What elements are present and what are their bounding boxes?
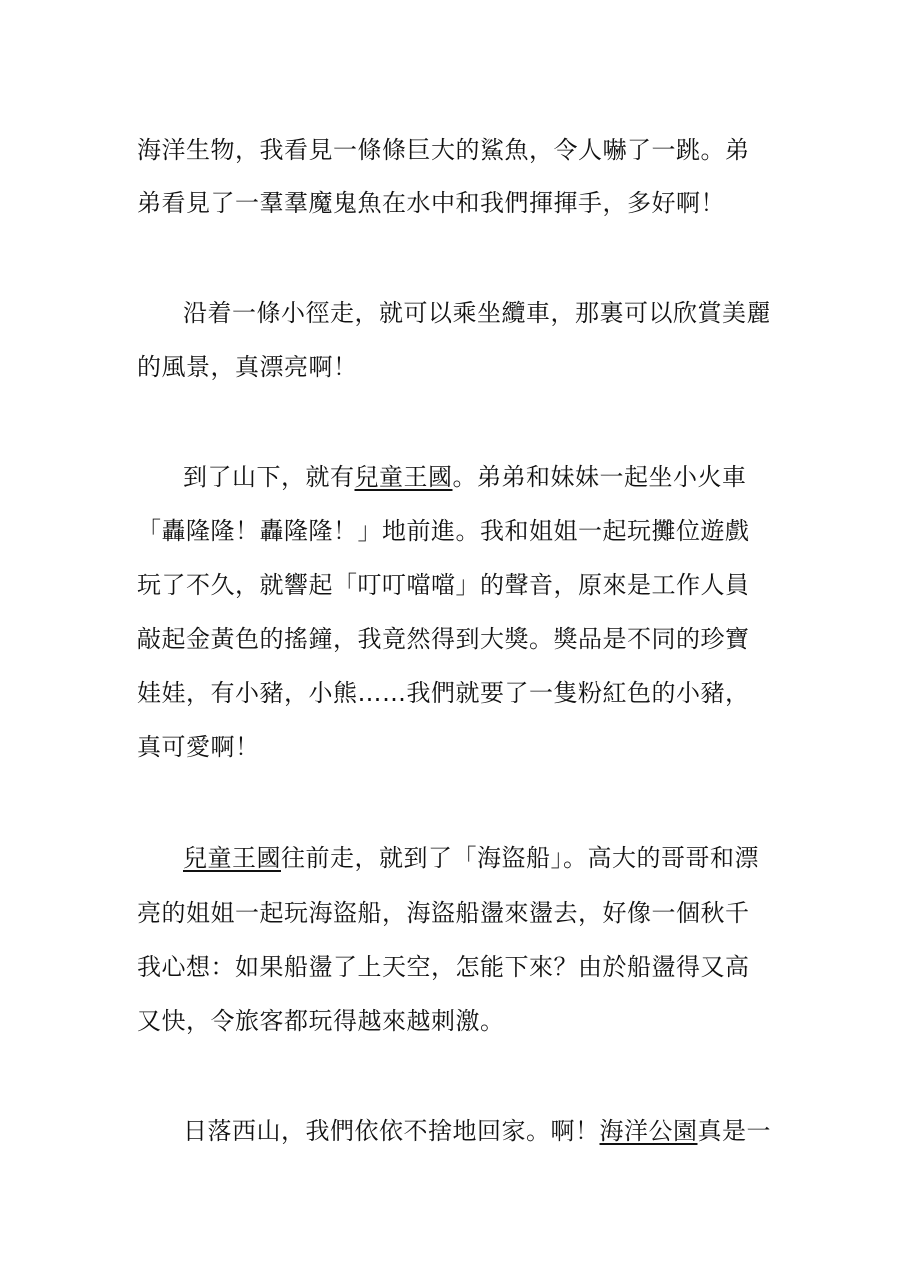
underlined-place-name: 兒童王國 — [183, 844, 281, 872]
text-run: 弟看見了一羣羣魔鬼魚在水中和我們揮揮手，多好啊！ — [137, 189, 725, 217]
text-line — [137, 569, 777, 601]
text-run: 娃娃，有小豬，小熊……我們就要了一隻粉紅色的小豬， — [137, 679, 750, 707]
text-run: 又快，令旅客都玩得越來越刺激。 — [137, 1007, 505, 1035]
text-line — [137, 897, 777, 929]
text-run: 。弟弟和妹妹一起坐小火車 — [452, 463, 747, 491]
text-run: 海洋生物，我看見一條條巨大的鯊魚，令人嚇了一跳。弟 — [137, 136, 750, 164]
text-run: 「轟隆隆！轟隆隆！」地前進。我和姐姐一起玩攤位遊戲 — [137, 517, 750, 545]
text-line — [137, 623, 777, 655]
text-run: 真可愛啊！ — [137, 733, 260, 761]
text-run: 我心想：如果船盪了上天空，怎能下來？由於船盪得又高 — [137, 953, 750, 981]
underlined-place-name: 兒童王國 — [354, 463, 453, 491]
text-line — [137, 951, 777, 983]
text-line — [183, 297, 777, 329]
text-line — [183, 461, 777, 493]
text-line — [183, 1115, 777, 1147]
text-line — [183, 842, 777, 874]
text-line — [137, 677, 777, 709]
text-run: 亮的姐姐一起玩海盜船，海盜船盪來盪去，好像一個秋千 — [137, 899, 750, 927]
text-line — [137, 515, 777, 547]
text-line — [137, 731, 777, 763]
text-run: 到了山下，就有 — [183, 463, 355, 491]
text-run: 往前走，就到了「海盜船」。高大的哥哥和漂 — [281, 844, 759, 872]
text-run: 玩了不久，就響起「叮叮噹噹」的聲音，原來是工作人員 — [137, 571, 750, 599]
text-run: 真是一 — [697, 1117, 771, 1145]
text-run: 敲起金黃色的搖鐘，我竟然得到大獎。獎品是不同的珍寶 — [137, 625, 750, 653]
text-line — [137, 187, 777, 219]
text-run: 日落西山，我們依依不捨地回家。啊！ — [183, 1117, 600, 1145]
text-line — [137, 134, 777, 166]
text-line — [137, 351, 777, 383]
text-run: 的風景，真漂亮啊！ — [137, 353, 358, 381]
text-run: 沿着一條小徑走，就可以乘坐纜車，那裏可以欣賞美麗 — [183, 299, 771, 327]
text-line — [137, 1005, 777, 1037]
underlined-place-name: 海洋公園 — [599, 1117, 698, 1145]
